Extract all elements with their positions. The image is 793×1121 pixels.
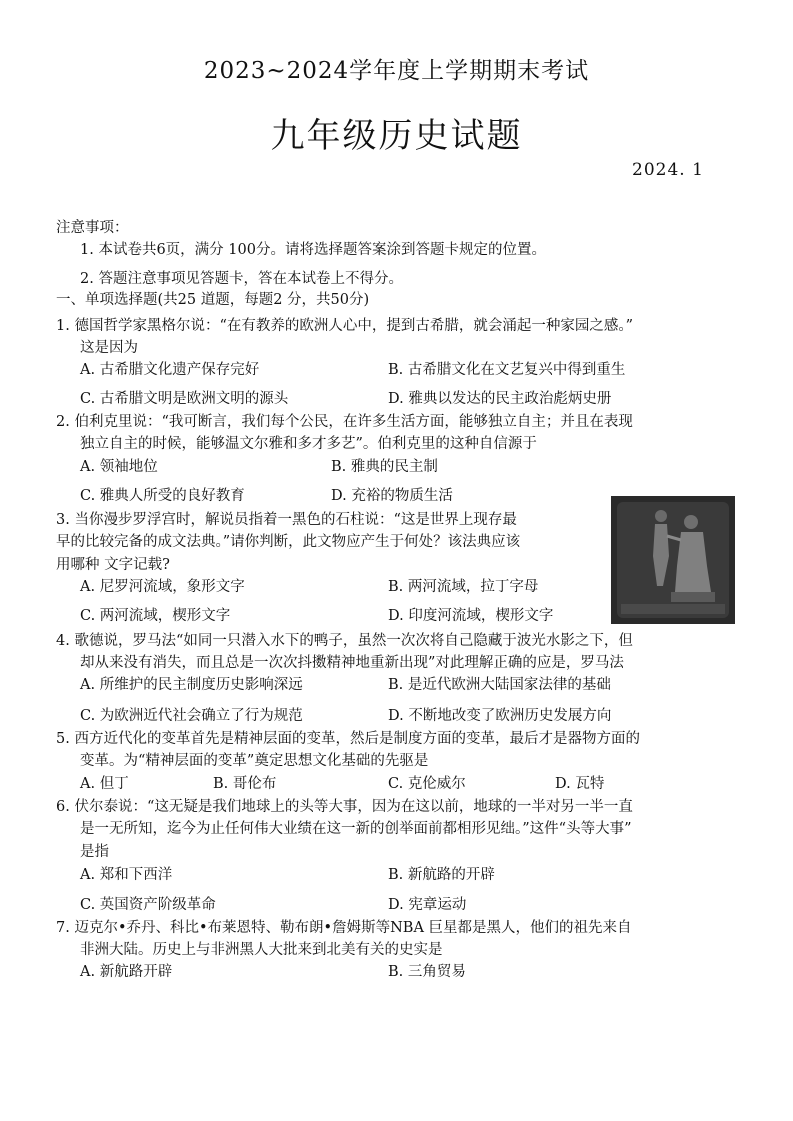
q2-stem: 2. 伯利克里说：“我可断言，我们每个公民，在许多生活方面，能够独立自主；并且在表现 xyxy=(56,414,633,430)
section-heading: 一、单项选择题(共25 道题，每题2 分，共50分) xyxy=(56,292,370,308)
q5-stem: 5. 西方近代化的变革首先是精神层面的变革，然后是制度方面的变革，最后才是器物方面的 xyxy=(56,731,640,747)
q1-option-d: D. 雅典以发达的民主政治彪炳史册 xyxy=(388,391,612,407)
q3-option-a: A. 尼罗河流域，象形文字 xyxy=(80,579,245,595)
q3-stem-cont2: 用哪种 文字记载? xyxy=(56,557,170,573)
q6-option-b: B. 新航路的开辟 xyxy=(388,867,495,883)
q2-option-a: A. 领袖地位 xyxy=(80,459,158,475)
note-item-2: 2. 答题注意事项见答题卡，答在本试卷上不得分。 xyxy=(80,271,403,287)
exam-date: 2024. 1 xyxy=(632,160,704,180)
q3-stem: 3. 当你漫步罗浮宫时，解说员指着一黑色的石柱说：“这是世界上现存最 xyxy=(56,512,517,528)
q3-option-c: C. 两河流域，楔形文字 xyxy=(80,608,231,624)
q4-stem: 4. 歌德说，罗马法“如同一只潜入水下的鸭子，虽然一次次将自己隐藏于波光水影之下，但 xyxy=(56,633,633,649)
q5-option-d: D. 瓦特 xyxy=(555,776,605,792)
page-title-line1: 2023~2024学年度上学期期末考试 xyxy=(203,58,590,84)
q1-stem: 1. 德国哲学家黑格尔说：“在有教养的欧洲人心中，提到古希腊，就会涌起一种家园之感。” xyxy=(56,318,634,334)
note-item-1: 1. 本试卷共6页，满分 100分。请将选择题答案涂到答题卡规定的位置。 xyxy=(80,242,546,258)
q6-stem: 6. 伏尔泰说：“这无疑是我们地球上的头等大事，因为在这以前，地球的一半对另一半一直 xyxy=(56,799,633,815)
q3-stem-cont: 早的比较完备的成文法典。”请你判断，此文物应产生于何处？该法典应该 xyxy=(56,534,521,550)
q1-option-b: B. 古希腊文化在文艺复兴中得到重生 xyxy=(388,362,626,378)
q1-option-c: C. 古希腊文明是欧洲文明的源头 xyxy=(80,391,289,407)
q3-option-d: D. 印度河流域，楔形文字 xyxy=(388,608,554,624)
q7-stem-cont: 非洲大陆。历史上与非洲黑人大批来到北美有关的史实是 xyxy=(80,942,443,958)
q3-option-b: B. 两河流域，拉丁字母 xyxy=(388,579,539,595)
q7-option-b: B. 三角贸易 xyxy=(388,964,466,980)
q2-option-c: C. 雅典人所受的良好教育 xyxy=(80,488,245,504)
q5-option-b: B. 哥伦布 xyxy=(213,776,277,792)
q4-option-c: C. 为欧洲近代社会确立了行为规范 xyxy=(80,708,303,724)
q2-option-b: B. 雅典的民主制 xyxy=(331,459,438,475)
notes-heading: 注意事项： xyxy=(56,220,129,236)
q4-option-a: A. 所维护的民主制度历史影响深远 xyxy=(80,677,303,693)
q7-option-a: A. 新航路开辟 xyxy=(80,964,173,980)
q1-stem-cont: 这是因为 xyxy=(80,340,138,356)
q4-stem-cont: 却从来没有消失，而且总是一次次抖擞精神地重新出现”对此理解正确的应是，罗马法 xyxy=(80,655,624,671)
q4-option-b: B. 是近代欧洲大陆国家法律的基础 xyxy=(388,677,611,693)
q6-option-c: C. 英国资产阶级革命 xyxy=(80,897,216,913)
q6-option-d: D. 宪章运动 xyxy=(388,897,467,913)
q7-stem: 7. 迈克尔•乔丹、科比•布莱恩特、勒布朗•詹姆斯等NBA 巨星都是黑人，他们的祖先来自 xyxy=(56,920,632,936)
q5-option-c: C. 克伦威尔 xyxy=(388,776,466,792)
q6-stem-cont: 是一无所知，迄今为止任何伟大业绩在这一新的创举面前都相形见绌。”这件“头等大事” xyxy=(80,821,632,837)
q6-option-a: A. 郑和下西洋 xyxy=(80,867,173,883)
stele-photo-icon xyxy=(611,496,735,624)
q5-option-a: A. 但丁 xyxy=(80,776,129,792)
q4-option-d: D. 不断地改变了欧洲历史发展方向 xyxy=(388,708,612,724)
q2-stem-cont: 独立自主的时候，能够温文尔雅和多才多艺”。伯利克里的这种自信源于 xyxy=(80,436,537,452)
stele-illustration xyxy=(611,496,735,624)
page-title: 九年级历史试题 xyxy=(270,116,523,156)
q5-stem-cont: 变革。为“精神层面的变革”奠定思想文化基础的先驱是 xyxy=(80,753,429,769)
q6-stem-cont2: 是指 xyxy=(80,844,109,860)
q2-option-d: D. 充裕的物质生活 xyxy=(331,488,453,504)
q1-option-a: A. 古希腊文化遗产保存完好 xyxy=(80,362,260,378)
